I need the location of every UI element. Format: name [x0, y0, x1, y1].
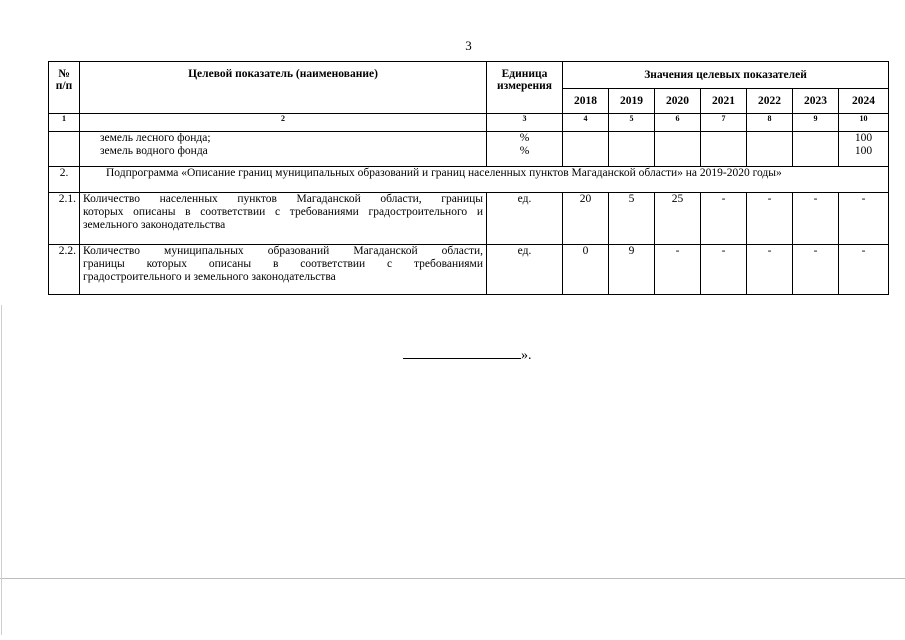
indicator-line: Количество муниципальных образований Магаданской области,: [83, 245, 483, 257]
column-number: 5: [609, 114, 655, 132]
year-header: 2019: [609, 89, 655, 114]
value-cell: 5: [609, 193, 655, 245]
value-cell: [609, 132, 655, 167]
value-cell: -: [793, 245, 839, 295]
row-number-cell: 2.2.: [49, 245, 80, 295]
column-number: 8: [747, 114, 793, 132]
signature-underline: [403, 348, 521, 359]
value-cell: -: [701, 245, 747, 295]
table-row-land-categories: [49, 132, 889, 167]
year-header: 2023: [793, 89, 839, 114]
value-cell: 20: [563, 193, 609, 245]
column-number: 9: [793, 114, 839, 132]
indicator-line: земель лесного фонда;: [100, 132, 211, 144]
num-label-line-2: п/п: [55, 80, 73, 92]
indicator-cell: [80, 193, 487, 245]
column-number: 6: [655, 114, 701, 132]
table-row: [49, 245, 889, 295]
indicator-column-header: Целевой показатель (наименование): [80, 62, 487, 114]
year-header: 2020: [655, 89, 701, 114]
num-label-line-1: №: [58, 68, 70, 80]
year-header: 2018: [563, 89, 609, 114]
year-header: 2021: [701, 89, 747, 114]
value-cell: 25: [655, 193, 701, 245]
unit-cell: ед.: [487, 245, 563, 295]
value-cell: -: [701, 193, 747, 245]
header-row-top: [49, 62, 889, 89]
value-cell: [563, 132, 609, 167]
column-number: 10: [839, 114, 889, 132]
indicator-line: земельного законодательства: [83, 219, 226, 231]
num-column-header: [49, 62, 80, 114]
value-line: 100: [854, 145, 873, 157]
indicator-line: Количество населенных пунктов Магаданской области, границы: [83, 193, 483, 205]
value-cell: [747, 132, 793, 167]
row-number-cell: [49, 132, 80, 167]
value-cell: -: [655, 245, 701, 295]
indicator-line: градостроительного и земельного законодательства: [83, 271, 336, 283]
unit-column-header: [487, 62, 563, 114]
value-cell-2024: [839, 132, 889, 167]
column-number: 4: [563, 114, 609, 132]
values-group-header: Значения целевых показателей: [563, 62, 889, 89]
table-row: [49, 193, 889, 245]
value-cell: 0: [563, 245, 609, 295]
indicator-line: земель водного фонда: [100, 145, 208, 157]
indicator-cell: [80, 245, 487, 295]
row-number-cell: 2.1.: [49, 193, 80, 245]
value-cell: -: [839, 245, 889, 295]
indicator-cell: [80, 132, 487, 167]
unit-line: %: [519, 132, 530, 144]
value-cell: -: [839, 193, 889, 245]
value-cell: [655, 132, 701, 167]
year-header: 2022: [747, 89, 793, 114]
value-cell: -: [747, 193, 793, 245]
value-cell: -: [747, 245, 793, 295]
page-number: 3: [465, 38, 472, 53]
unit-label-line-2: измерения: [497, 80, 552, 92]
value-line: 100: [854, 132, 873, 144]
indicator-line: которых описаны в соответствии с требованиями градостроительного и: [83, 206, 483, 218]
value-cell: [793, 132, 839, 167]
column-number: 3: [487, 114, 563, 132]
column-number: 7: [701, 114, 747, 132]
closing-quote: ».: [521, 348, 532, 363]
indicator-line: границы которых описаны в соответствии с требованиями: [83, 258, 483, 270]
subprogram-title: Подпрограмма «Описание границ муниципальных образований и границ населенных пунктов Магаданской области» на 2019-2020 годы»: [80, 167, 889, 193]
value-cell: -: [793, 193, 839, 245]
row-number-cell: 2.: [49, 167, 80, 193]
value-cell: [701, 132, 747, 167]
scan-artifact-edge: [1, 305, 2, 635]
year-header: 2024: [839, 89, 889, 114]
closing-mark: [403, 348, 532, 364]
unit-line: %: [519, 145, 530, 157]
unit-cell: [487, 132, 563, 167]
column-number: 1: [49, 114, 80, 132]
value-cell: 9: [609, 245, 655, 295]
unit-cell: ед.: [487, 193, 563, 245]
column-number-row: [49, 114, 889, 132]
unit-label-line-1: Единица: [501, 68, 548, 80]
table-row-subprogram: [49, 167, 889, 193]
column-number: 2: [80, 114, 487, 132]
target-indicators-table: [48, 61, 889, 295]
scan-artifact-line: [0, 578, 905, 579]
